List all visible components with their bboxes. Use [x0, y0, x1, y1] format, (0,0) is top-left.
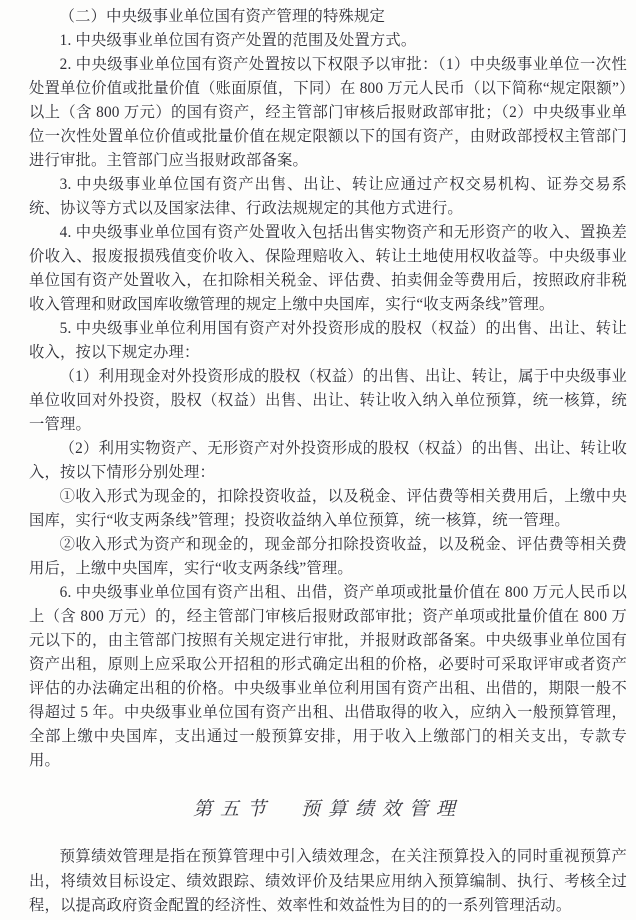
section-heading: 第五节 预算绩效管理 — [192, 799, 463, 820]
document-body — [29, 5, 627, 919]
body-paragraph: 1. 中央级事业单位国有资产处置的范围及处置方式。 — [59, 32, 417, 49]
body-paragraph: （1）利用现金对外投资形成的股权（权益）的出售、出让、转让，属于中央级事业单位收回对外投资，股权（权益）出售、出让、转让收入纳入单位预算，统一核算，统一管理。 — [29, 368, 627, 433]
body-paragraph: 4. 中央级事业单位国有资产处置收入包括出售实物资产和无形资产的收入、置换差价收入、报废报损残值变价收入、保险理赔收入、转让土地使用权收益等。中央级事业单位国有资产处置收入，在扣除相关税金、评估费、拍卖佣金等费用后，按照政府非税收入管理和财政国库收缴管理的规定上缴中央国库，实行“收支两条线”管理。 — [29, 224, 627, 313]
body-paragraph: 6. 中央级事业单位国有资产出租、出借，资产单项或批量价值在 800 万元人民币以上（含 800 万元）的，经主管部门审核后报财政部审批；资产单项或批量价值在 800 万元以下的，由主管部门按照有关规定进行审批，并报财政部备案。中央级事业单位国有资产出租，原则上应采取公开招租的形式确定出租的价格，必要时可采取评审或者资产评估的办法确定出租的价格。中央级事业单位利用国有资产出租、出借的，期限一般不得超过 5 年。中央级事业单位国有资产出租、出借取得的收入，应纳入一般预算管理，全部上缴中央国库，支出通过一般预算安排，用于收入上缴部门的相关支出，专款专用。 — [29, 584, 627, 769]
body-paragraph: 3. 中央级事业单位国有资产出售、出让、转让应通过产权交易机构、证券交易系统、协议等方式以及国家法律、行政法规规定的其他方式进行。 — [29, 176, 627, 217]
section-paragraph: 预算绩效管理是指在预算管理中引入绩效理念，在关注预算投入的同时重视预算产出，将绩效目标设定、绩效跟踪、绩效评价及结果应用纳入预算编制、执行、考核全过程，以提高政府资金配置的经济性、效率性和效益性为目的的一系列管理活动。 — [29, 848, 627, 914]
body-paragraph: （2）利用实物资产、无形资产对外投资形成的股权（权益）的出售、出让、转让收入，按以下情形分别处理： — [29, 440, 627, 481]
subsection-title: （二）中央级事业单位国有资产管理的特殊规定 — [59, 8, 386, 25]
body-paragraph: 5. 中央级事业单位利用国有资产对外投资形成的股权（权益）的出售、出让、转让收入，按以下规定办理： — [29, 320, 627, 361]
body-paragraph: ②收入形式为资产和现金的，现金部分扣除投资收益，以及税金、评估费等相关费用后，上缴中央国库，实行“收支两条线”管理。 — [29, 536, 627, 577]
body-paragraph: ①收入形式为现金的，扣除投资收益，以及税金、评估费等相关费用后，上缴中央国库，实行“收支两条线”管理；投资收益纳入单位预算，统一核算，统一管理。 — [29, 488, 627, 529]
body-paragraph: 2. 中央级事业单位国有资产处置按以下权限予以审批：（1）中央级事业单位一次性处置单位价值或批量价值（账面原值，下同）在 800 万元人民币（以下简称“规定限额”）以上（含 800 万元）的国有资产，经主管部门审核后报财政部审批；（2）中央级事业单位一次性处置单位价值或批量价值在规定限额以下的国有资产，由财政部授权主管部门进行审批。主管部门应当报财政部备案。 — [29, 56, 627, 169]
